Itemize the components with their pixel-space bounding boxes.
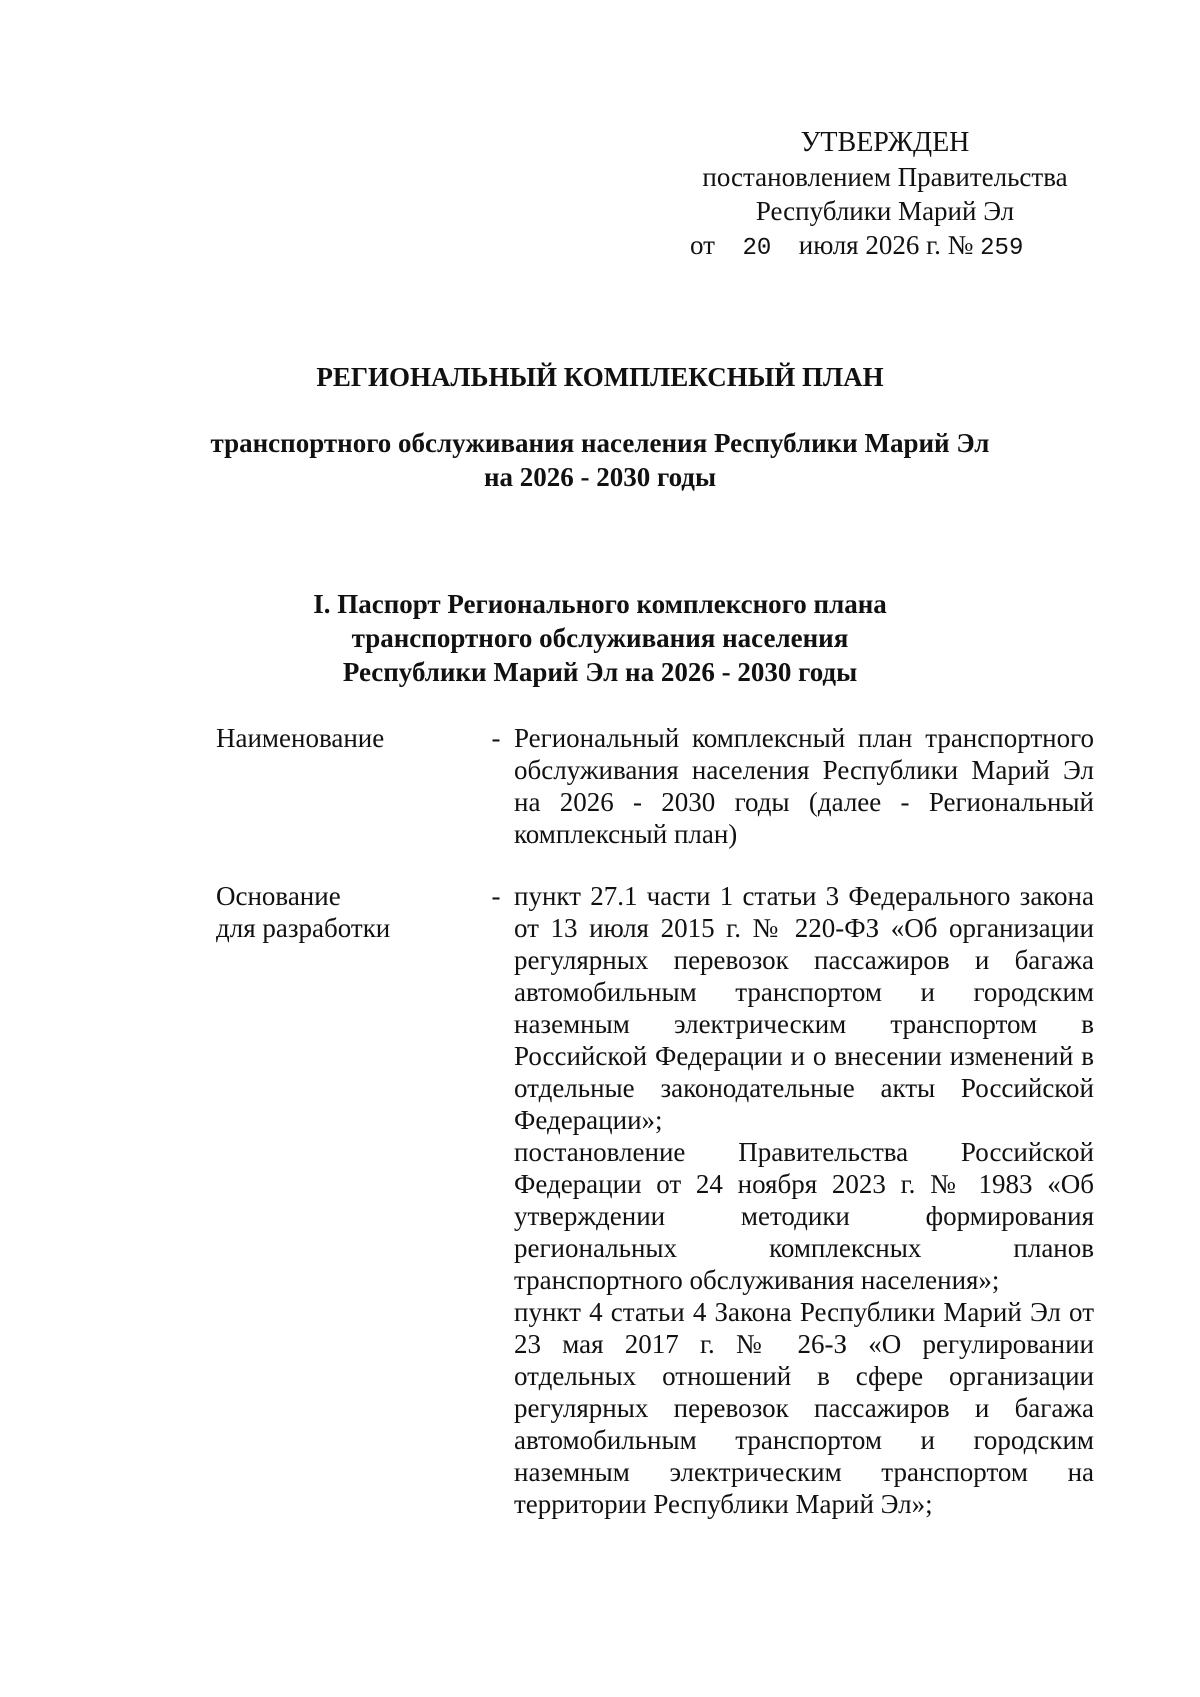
passport-dash: - (491, 723, 501, 753)
passport-label-line: для разработки (216, 913, 391, 943)
passport-row-name (216, 722, 1098, 850)
section-heading-line-2: транспортного обслуживания населения (351, 623, 849, 653)
document-subtitle-line-2: на 2026 - 2030 годы (483, 462, 717, 492)
approval-date-prefix: от (690, 230, 715, 260)
passport-paragraph: постановление Правительства Российской Федерации от 24 ноября 2023 г. № 1983 «Об утверждении методики формирования региональных комплексных планов транспортного обслуживания населения»; (514, 1137, 1094, 1295)
approval-date-line (690, 228, 1080, 266)
approval-stamp (690, 126, 1080, 266)
passport-paragraph: пункт 27.1 части 1 статьи 3 Федерального закона от 13 июля 2015 г. № 220-ФЗ «Об организации регулярных перевозок пассажиров и багажа автомобильным транспортом и городским наземным электрическим транспортом в Российской Федерации и о внесении изменений в отдельные законодательные акты Российской Федерации»; (514, 881, 1094, 1135)
section-heading-line-3: Республики Марий Эл на 2026 - 2030 годы (342, 657, 858, 687)
document-subtitle (0, 426, 1200, 494)
passport-label (216, 722, 478, 754)
passport-paragraph: Региональный комплексный план транспортного обслуживания населения Республики Марий Эл на 2026 - 2030 годы (далее - Региональный комплексный план) (514, 723, 1094, 849)
section-heading-line-1: I. Паспорт Регионального комплексного плана (313, 589, 887, 619)
passport-label (216, 880, 478, 944)
section-heading (0, 587, 1200, 689)
approval-number: 259 (980, 235, 1024, 262)
passport-row-basis (216, 880, 1098, 1520)
passport-paragraph: пункт 4 статьи 4 Закона Республики Марий Эл от 23 мая 2017 г. № 26-З «О регулировании отдельных отношений в сфере организации регулярных перевозок пассажиров и багажа автомобильным транспортом и городским наземным электрическим транспортом на территории Республики Марий Эл»; (514, 1297, 1094, 1519)
passport-table (216, 722, 1098, 1550)
passport-dash: - (491, 881, 501, 911)
approval-heading: УТВЕРЖДЕН (800, 127, 970, 158)
passport-label-line: Основание (216, 881, 341, 911)
approval-month-year: июля 2026 г. № (798, 230, 974, 260)
approval-line-1: постановлением Правительства (702, 162, 1068, 192)
passport-label-line: Наименование (216, 723, 385, 753)
approval-day: 20 (742, 235, 772, 262)
approval-line-2: Республики Марий Эл (755, 196, 1015, 226)
document-subtitle-line-1: транспортного обслуживания населения Республики Марий Эл (210, 428, 990, 458)
passport-content (514, 880, 1094, 1520)
passport-content (514, 722, 1094, 850)
document-title: РЕГИОНАЛЬНЫЙ КОМПЛЕКСНЫЙ ПЛАН (316, 362, 884, 392)
